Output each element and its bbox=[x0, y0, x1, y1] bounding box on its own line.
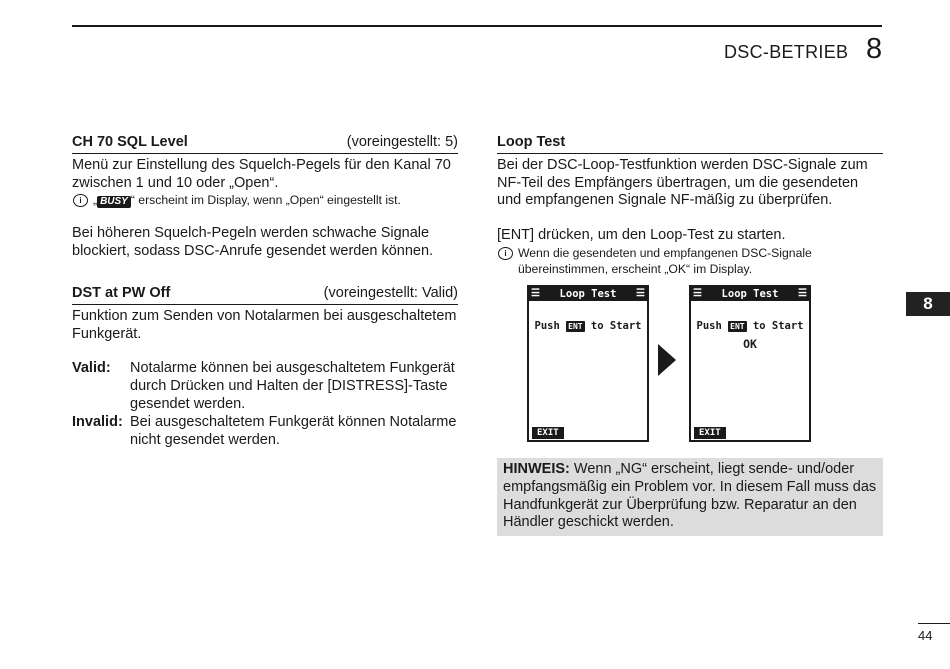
dst-heading bbox=[72, 285, 458, 305]
menu-icon: ☰ bbox=[693, 288, 702, 299]
lcd-screen-before bbox=[527, 285, 649, 442]
exit-softkey: EXIT bbox=[532, 427, 564, 439]
chapter-side-tab: 8 bbox=[906, 292, 950, 316]
lcd-title-bar bbox=[691, 287, 809, 301]
exit-softkey: EXIT bbox=[694, 427, 726, 439]
sql-note-prefix: „ bbox=[93, 193, 98, 208]
lcd-title-bar bbox=[529, 287, 647, 301]
busy-icon: BUSY bbox=[97, 196, 131, 208]
sql-note-suffix: “ erscheint im Display, wenn „Open“ eingestellt ist. bbox=[130, 193, 401, 208]
sql-default: (voreingestellt: 5) bbox=[346, 134, 458, 150]
menu-icon: ☰ bbox=[636, 288, 645, 299]
sql-title: CH 70 SQL Level bbox=[72, 134, 188, 150]
info-icon: i bbox=[73, 194, 88, 207]
chapter-number: 8 bbox=[866, 33, 883, 65]
loop-para2: [ENT] drücken, um den Loop-Test zu starten. bbox=[497, 227, 786, 244]
lcd-title: Loop Test bbox=[721, 288, 779, 300]
loop-note-text: Wenn die gesendeten und empfangenen DSC-Signale übereinstimmen, erscheint „OK“ im Display. bbox=[518, 245, 812, 276]
sql-note bbox=[72, 192, 458, 208]
option-valid-desc: Notalarme können bei ausgeschaltetem Funkgerät durch Drücken und Halten der [DISTRESS]-Taste gesendet werden. bbox=[130, 360, 455, 412]
sql-para2: Bei höheren Squelch-Pegeln werden schwache Signale blockiert, sodass DSC-Anrufe gesendet werden können. bbox=[72, 225, 434, 260]
loop-heading bbox=[497, 134, 883, 154]
hint-text: Wenn „NG“ erscheint, liegt sende- und/oder empfangsmäßig ein Problem vor. In diesem Fall muss das Handfunkgerät zur Überprüfung bzw. Reparatur an den Händler geschickt werden. bbox=[503, 461, 877, 531]
sql-para1: Menü zur Einstellung des Squelch-Pegels für den Kanal 70 zwischen 1 und 10 oder „Open“. bbox=[72, 156, 451, 191]
hint-box bbox=[497, 458, 883, 536]
loop-note bbox=[497, 245, 883, 277]
arrow-right-icon bbox=[658, 344, 676, 376]
ent-key-icon: ENT bbox=[568, 322, 583, 331]
lcd-instruction: Push ENT to Start bbox=[534, 320, 642, 332]
loop-title: Loop Test bbox=[497, 134, 566, 150]
page-number: 44 bbox=[918, 628, 933, 643]
dst-para1: Funktion zum Senden von Notalarmen bei ausgeschaltetem Funkgerät. bbox=[72, 307, 457, 342]
menu-icon: ☰ bbox=[798, 288, 807, 299]
lcd-screen-after bbox=[689, 285, 811, 442]
dst-options bbox=[72, 360, 458, 449]
chapter-title: DSC-BETRIEB bbox=[724, 42, 849, 62]
dst-default: (voreingestellt: Valid) bbox=[323, 284, 458, 301]
option-valid-term: Valid: bbox=[72, 360, 111, 377]
lcd-instruction: Push ENT to Start bbox=[696, 320, 804, 332]
page-number-rule bbox=[918, 623, 950, 624]
option-invalid-term: Invalid: bbox=[72, 413, 123, 430]
option-invalid-desc: Bei ausgeschaltetem Funkgerät können Notalarme nicht gesendet werden. bbox=[130, 413, 457, 448]
loop-para1: Bei der DSC-Loop-Testfunktion werden DSC-Signale zum NF-Teil des Empfängers übertragen, um die gesendeten und empfangenen Signale NF-mäßig zu überprüfen. bbox=[497, 156, 868, 209]
top-rule bbox=[72, 25, 882, 27]
hint-label: HINWEIS: bbox=[503, 461, 570, 477]
left-column bbox=[72, 134, 458, 449]
sql-heading bbox=[72, 134, 458, 154]
dst-title: DST at PW Off bbox=[72, 284, 171, 301]
info-icon: i bbox=[498, 247, 513, 260]
lcd-title: Loop Test bbox=[559, 288, 617, 300]
menu-icon: ☰ bbox=[531, 288, 540, 299]
ent-key-icon: ENT bbox=[730, 322, 745, 331]
right-column bbox=[497, 134, 883, 277]
lcd-result: OK bbox=[743, 337, 757, 351]
